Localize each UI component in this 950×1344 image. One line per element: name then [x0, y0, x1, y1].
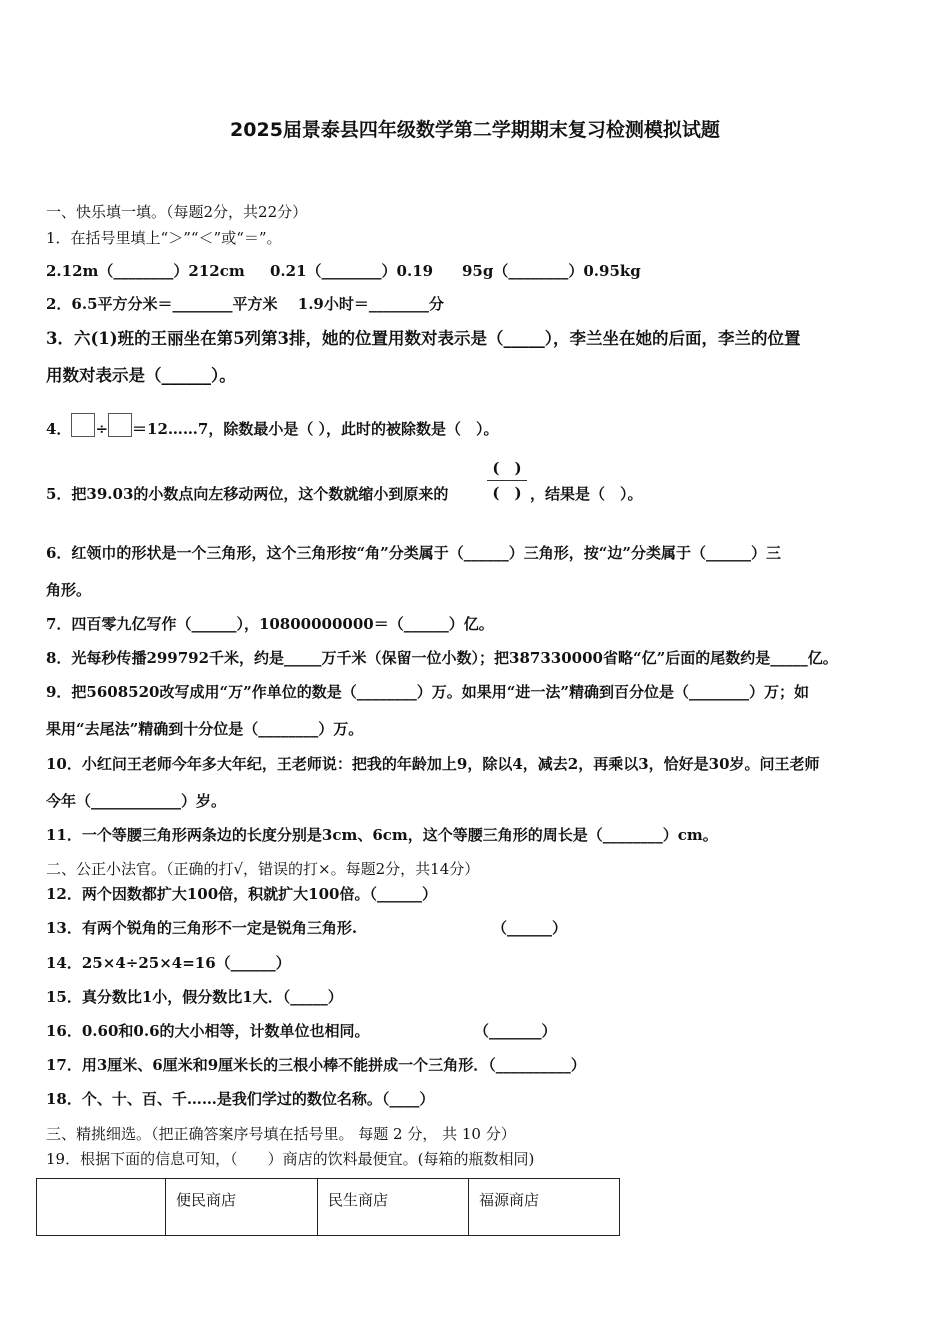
question-2: 2．6.5平方分米＝________平方米 1.9小时＝________分: [46, 295, 444, 313]
question-6-line-2: 角形。: [46, 581, 92, 599]
question-10-line-1: 10．小红问王老师今年多大年纪，王老师说：把我的年龄加上9，除以4，减去2，再乘以3，恰好是30岁。问王老师: [46, 755, 820, 773]
table-header-cell: 便民商店: [166, 1179, 318, 1236]
question-1-item-1: 2.12m（________）212cm: [46, 262, 245, 280]
question-11: 11．一个等腰三角形两条边的长度分别是3cm、6cm，这个等腰三角形的周长是（________）cm。: [46, 826, 718, 844]
question-15: 15．真分数比1小，假分数比1大．（_____）: [46, 988, 343, 1006]
question-17: 17．用3厘米、6厘米和9厘米长的三根小棒不能拼成一个三角形．（__________）: [46, 1056, 586, 1074]
question-4-rest: ＝12……7，除数最小是（ ），此时的被除数是（ ）。: [132, 420, 499, 438]
question-16-blank: （_______）: [474, 1022, 557, 1040]
divisor-box: [108, 413, 132, 437]
fraction-bar: [487, 480, 527, 481]
section-2-header: 二、公正小法官。（正确的打√，错误的打×。每题2分，共14分）: [46, 860, 480, 878]
question-8: 8．光每秒传播299792千米，约是_____万千米（保留一位小数）；把387330000省略“亿”后面的尾数约是_____亿。: [46, 649, 838, 667]
question-1-item-3: 95g（________）0.95kg: [462, 262, 641, 280]
page-title: 2025届景泰县四年级数学第二学期期末复习检测模拟试题: [230, 119, 720, 141]
question-1-item-2: 0.21（________）0.19: [270, 262, 434, 280]
question-18: 18．个、十、百、千……是我们学过的数位名称。（____）: [46, 1090, 435, 1108]
question-6-line-1: 6．红领巾的形状是一个三角形，这个三角形按“角”分类属于（______）三角形，按“边”分类属于（______）三: [46, 544, 781, 562]
table-header-cell: 福源商店: [469, 1179, 620, 1236]
question-4-prefix: 4．: [46, 420, 72, 438]
table-row: [37, 1179, 620, 1236]
question-12: 12．两个因数都扩大100倍，积就扩大100倍。（______）: [46, 885, 437, 903]
question-9-line-2: 果用“去尾法”精确到十分位是（________）万。: [46, 720, 364, 738]
table-header-cell: [37, 1179, 166, 1236]
question-13-text: 13．有两个锐角的三角形不一定是锐角三角形.: [46, 919, 358, 937]
dividend-box: [71, 413, 95, 437]
shop-table: [36, 1178, 620, 1236]
question-7: 7．四百零九亿写作（______），10800000000＝（______）亿。: [46, 615, 494, 633]
question-9-line-1: 9．把5608520改写成用“万”作单位的数是（________）万。如果用“进一法”精确到百分位是（________）万；如: [46, 683, 810, 701]
question-4: [46, 413, 499, 439]
section-1-header: 一、快乐填一填。（每题2分，共22分）: [46, 203, 308, 221]
question-5-suffix: ，结果是（ ）。: [530, 485, 643, 503]
divide-sign: ÷: [95, 420, 109, 438]
section-3-header: 三、精挑细选。（把正确答案序号填在括号里。 每题 2 分， 共 10 分）: [46, 1125, 516, 1143]
question-10-line-2: 今年（____________）岁。: [46, 792, 227, 810]
question-3-line-2: 用数对表示是（______）。: [46, 366, 236, 385]
question-14: 14．25×4÷25×4=16（______）: [46, 954, 291, 972]
question-3-line-1: 3．六(1)班的王丽坐在第5列第3排，她的位置用数对表示是（_____），李兰坐在她的后面，李兰的位置: [46, 329, 801, 348]
question-5-text: 5．把39.03的小数点向左移动两位，这个数就缩小到原来的: [46, 485, 449, 503]
fraction-blank: [487, 458, 527, 503]
question-16-text: 16．0.60和0.6的大小相等，计数单位也相同。: [46, 1022, 370, 1040]
question-1-stem: 1．在括号里填上“＞”“＜”或“＝”。: [46, 229, 282, 247]
question-13-blank: （______）: [492, 919, 568, 937]
question-19: 19．根据下面的信息可知，（ ）商店的饮料最便宜。(每箱的瓶数相同): [46, 1150, 535, 1168]
table-header-cell: 民生商店: [318, 1179, 469, 1236]
fraction-numerator: ( ): [492, 459, 522, 477]
fraction-denominator: ( ): [492, 484, 522, 502]
